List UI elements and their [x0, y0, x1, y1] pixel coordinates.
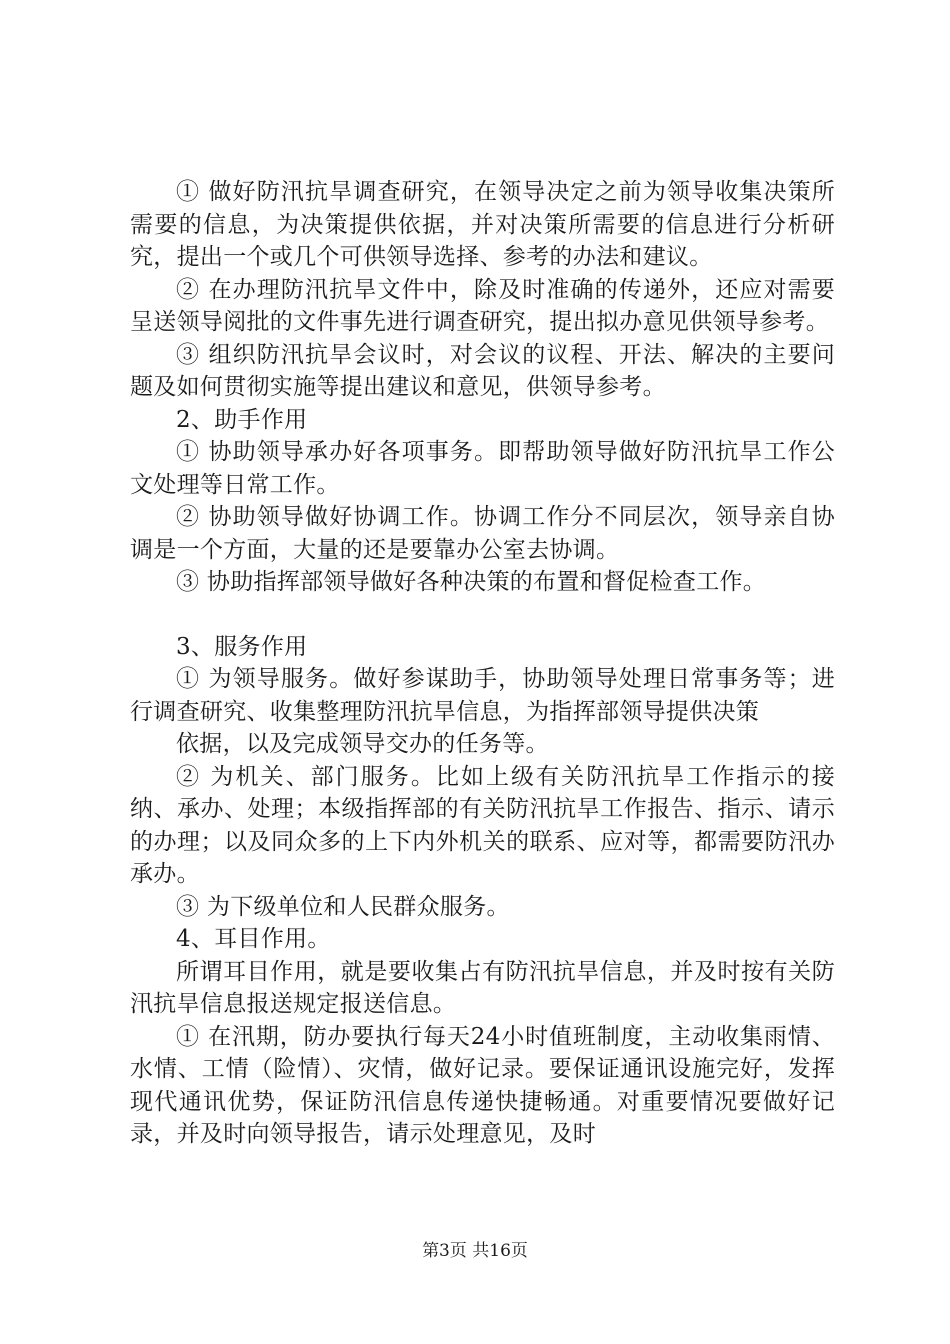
paragraph-serve-public: ③ 为下级单位和人民群众服务。 [176, 893, 510, 920]
paragraph-eyes-ears-definition: 所谓耳目作用，就是要收集占有防汛抗旱信息，并及时按有关防汛抗旱信息报送规定报送信息。 [130, 958, 835, 1017]
paragraph-serve-leaders-cont: 依据，以及完成领导交办的任务等。 [176, 731, 549, 757]
paragraph-assist-affairs: ① 协助领导承办好各项事务。即帮助领导做好防汛抗旱工作公文处理等日常工作。 [130, 439, 835, 498]
paragraph-assist-coordination: ② 协助领导做好协调工作。协调工作分不同层次，领导亲自协调是一个方面，大量的还是要靠办公室去协调。 [130, 504, 835, 563]
paragraph-serve-leaders: ① 为领导服务。做好参谋助手，协助领导处理日常事务等；进行调查研究、收集整理防汛抗旱信息，为指挥部领导提供决策 [130, 666, 835, 725]
paragraph-serve-departments: ② 为机关、部门服务。比如上级有关防汛抗旱工作指示的接纳、承办、处理；本级指挥部的有关防汛抗旱工作报告、指示、请示的办理；以及同众多的上下内外机关的联系、应对等，都需要防汛办承办。 [130, 763, 835, 887]
paragraph-flood-season-duty: ① 在汛期，防办要执行每天24小时值班制度，主动收集雨情、水情、工情（险情）、灾情，做好记录。要保证通讯设施完好，发挥现代通讯优势，保证防汛信息传递快捷畅通。对重要情况要做好记录，并及时向领导报告，请示处理意见，及时 [130, 1023, 835, 1147]
paragraph-meetings: ③ 组织防汛抗旱会议时，对会议的议程、开法、解决的主要问题及如何贯彻实施等提出建议和意见，供领导参考。 [130, 341, 835, 400]
section-heading-assistant: 2、助手作用 [176, 406, 308, 433]
document-body [130, 176, 835, 1151]
section-heading-eyes-ears: 4、耳目作用。 [176, 926, 331, 952]
paragraph-research: ① 做好防汛抗旱调查研究，在领导决定之前为领导收集决策所需要的信息，为决策提供依据，并对决策所需要的信息进行分析研究，提出一个或几个可供领导选择、参考的办法和建议。 [130, 179, 835, 270]
section-heading-service: 3、服务作用 [176, 633, 308, 660]
page-number-footer: 第3页 共16页 [422, 1241, 528, 1261]
paragraph-documents: ② 在办理防汛抗旱文件中，除及时准确的传递外，还应对需要呈送领导阅批的文件事先进行调查研究，提出拟办意见供领导参考。 [130, 276, 835, 335]
paragraph-assist-supervision: ③ 协助指挥部领导做好各种决策的布置和督促检查工作。 [176, 569, 767, 595]
